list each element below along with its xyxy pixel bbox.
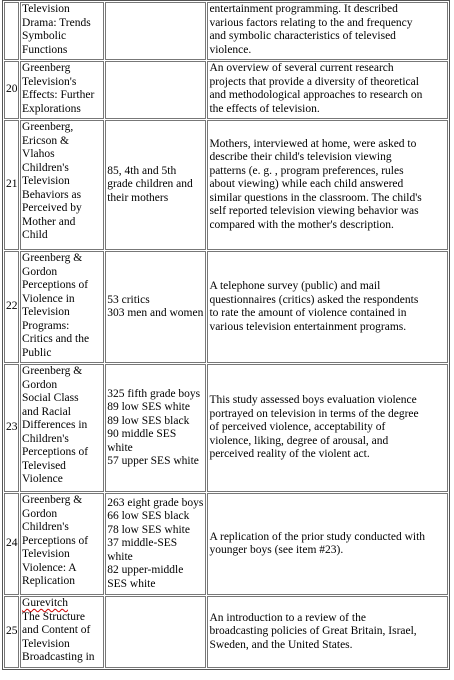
row-description: entertainment programming. It described various factors relating to the and frequency and symbolic characteristics of televised violence. xyxy=(207,2,448,60)
row-description: Mothers, interviewed at home, were asked to describe their child's television viewing patterns (e. g. , program preferences, rules about viewing) while each child answered similar questions in the classroom. The child's self reported television viewing behavior was compared with the mother's description. xyxy=(207,120,448,250)
row-number: 25 xyxy=(4,596,19,668)
row-description: This study assessed boys evaluation violence portrayed on television in terms of the degree of perceived violence, acceptability of violence, liking, degree of arousal, and perceived reality of the violent act. xyxy=(207,364,448,492)
row-title: Greenberg, Ericson & Vlahos Children's Television Behaviors as Perceived by Mother and Child xyxy=(20,120,104,250)
row-number: 24 xyxy=(4,493,19,595)
row-title: Television Drama: Trends Symbolic Functions xyxy=(20,2,104,60)
document-page xyxy=(2,0,450,670)
table-row xyxy=(4,596,448,668)
table-row xyxy=(4,493,448,595)
row-number: 23 xyxy=(4,364,19,492)
row-sample: 263 eight grade boys 66 low SES black 78 low SES white 37 middle-SES white 82 upper-middle SES white xyxy=(105,493,206,595)
table-row xyxy=(4,120,448,250)
row-number: 20 xyxy=(4,61,19,119)
row-title: Greenberg & Gordon Social Class and Racial Differences in Children's Perceptions of Televised Violence xyxy=(20,364,104,492)
row-sample xyxy=(105,596,206,668)
row-sample xyxy=(105,2,206,60)
row-sample xyxy=(105,61,206,119)
row-title: Greenberg & Gordon Perceptions of Violence in Television Programs: Critics and the Public xyxy=(20,251,104,363)
row-sample: 53 critics 303 men and women xyxy=(105,251,206,363)
bibliography-table xyxy=(2,0,450,670)
row-title-cell xyxy=(20,596,104,668)
row-title: Greenberg & Gordon Children's Perceptions of Television Violence: A Replication xyxy=(20,493,104,595)
table-row xyxy=(4,61,448,119)
table-row xyxy=(4,364,448,492)
row-number: 21 xyxy=(4,120,19,250)
row-description: An introduction to a review of the broadcasting policies of Great Britain, Israel, Sweden, and the United States. xyxy=(207,596,448,668)
row-author: Gurevitch xyxy=(22,597,69,609)
row-title: Greenberg Television's Effects: Further Explorations xyxy=(20,61,104,119)
table-row xyxy=(4,251,448,363)
row-sample: 85, 4th and 5th grade children and their mothers xyxy=(105,120,206,250)
row-description: A replication of the prior study conducted with younger boys (see item #23). xyxy=(207,493,448,595)
row-description: An overview of several current research projects that provide a diversity of theoretical and methodological approaches to research on the effects of television. xyxy=(207,61,448,119)
table-row xyxy=(4,2,448,60)
row-number xyxy=(4,2,19,60)
row-sample: 325 fifth grade boys 89 low SES white 89 low SES black 90 middle SES white 57 upper SES white xyxy=(105,364,206,492)
row-description: A telephone survey (public) and mail questionnaires (critics) asked the respondents to rate the amount of violence contained in various television entertainment programs. xyxy=(207,251,448,363)
row-number: 22 xyxy=(4,251,19,363)
row-title: The Structure and Content of Television Broadcasting in xyxy=(22,610,95,663)
